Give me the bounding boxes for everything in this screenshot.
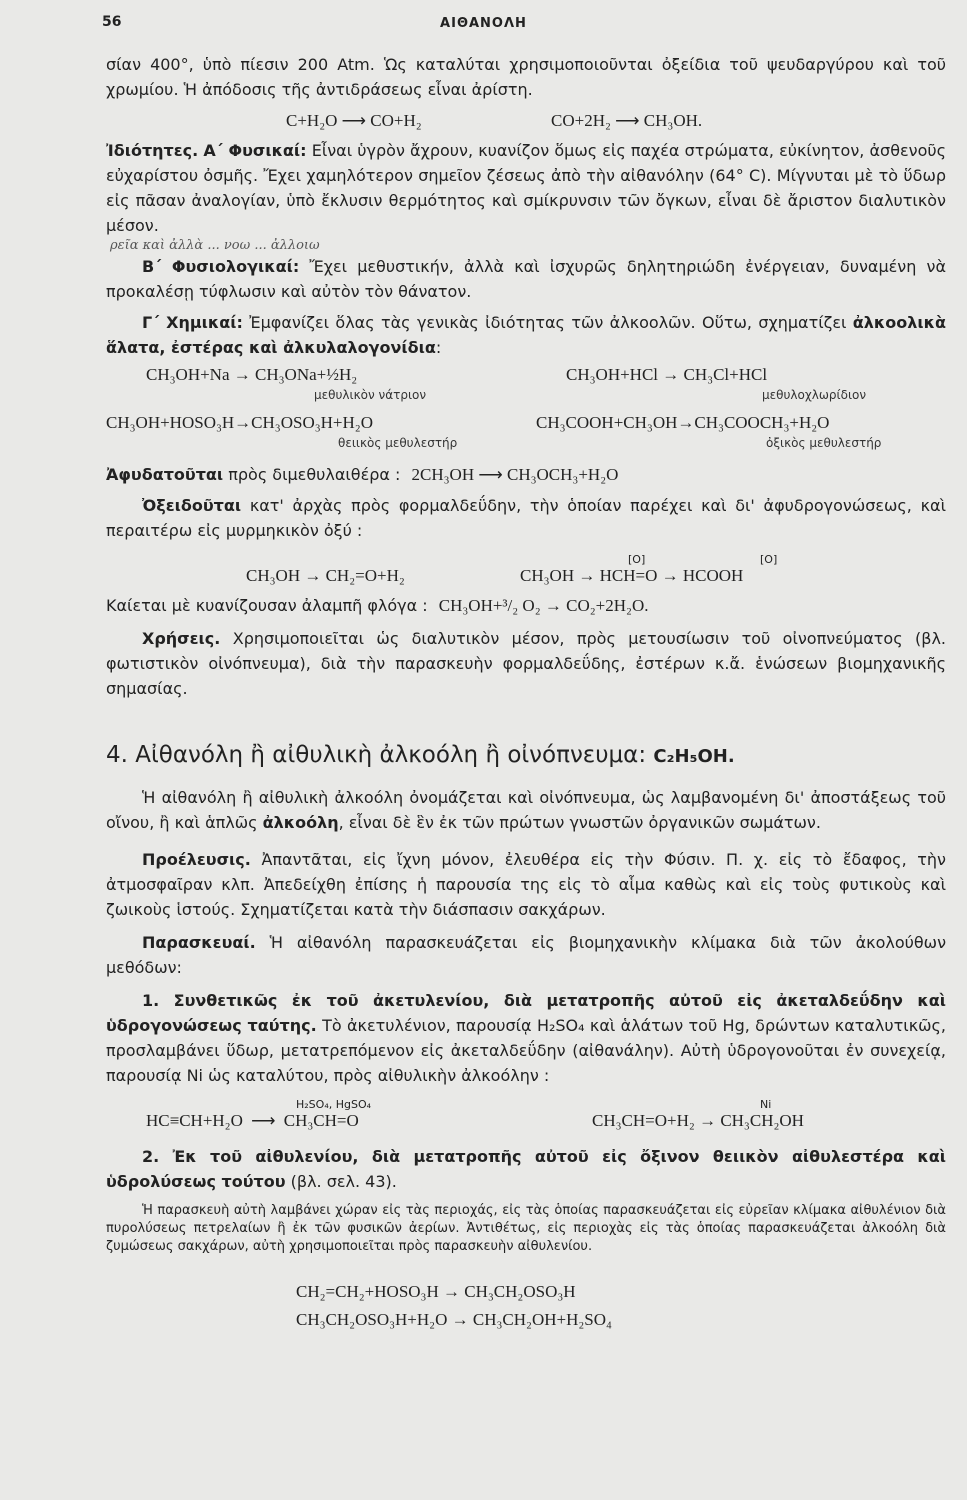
oxidant-label-2: [O] [760,553,778,566]
method-1-text: Τὸ ἀκετυλένιον, παρουσίᾳ H₂SO₄ καὶ ἁλάτων τοῦ Hg, δρώντων καταλυτικῶς, προσλαμβάνει ὕδωρ, μετατρεπόμενον εἰς ἀκεταλδεΰδην (αἰθανάλην). Αὐτὴ ὑδρογονοῦται ἐν συνεχείᾳ, παρουσίᾳ Ni ὡς καταλύτου, πρὸς αἰθυλικὴν ἀλκοόλην : [106,1016,947,1085]
method-1-equations [106,1092,946,1138]
physiological-text: Ἔχει μεθυστικήν, ἀλλὰ καὶ ἰσχυρῶς δηλητηριώδη ἐνέργειαν, δυναμένη νὰ προκαλέσῃ τύφλωσιν καὶ αὐτὸν τὸν θάνατον. [106,257,946,301]
uses-label: Χρήσεις. [142,629,221,648]
page-body [106,52,946,1334]
paragraph-oxidation [106,493,946,543]
caption-sodium-methoxide: μεθυλικὸν νάτριον [314,388,427,402]
method-2-title: 2. Ἐκ τοῦ αἰθυλενίου, διὰ μετατροπῆς αὐτοῦ εἰς ὄξινον θειικὸν αἰθυλεστέρα καὶ ὑδρολύσεως τούτου [106,1147,946,1191]
paragraph-chemical [106,310,946,360]
equation-row-synthesis [106,108,946,136]
paragraph-method-1 [106,988,946,1088]
paragraph-origin [106,847,946,922]
oxidation-equations [106,545,946,589]
oxidation-eq-dehydrogenation: CH₃OH → CH₂=O+H₂ [246,566,405,585]
preparations-label: Παρασκευαί. [142,933,256,952]
uses-text: Χρησιμοποιεῖται ὡς διαλυτικὸν μέσον, πρὸς μετουσίωσιν τοῦ οἰνοπνεύματος (βλ. φωτιστικὸν οἰνόπνευμα), διὰ τὴν παρασκευὴν φορμαλδεΰδης, ἐστέρων κ.ἄ. ἑνώσεων βιομηχανικῆς σημασίας. [106,629,947,698]
equation-water-gas: C+H₂O ⟶ CO+H₂ [286,111,422,130]
intro-text-a: Ἡ αἰθανόλη ἢ αἰθυλικὴ ἀλκοόλη ὀνομάζεται καὶ οἰνόπνευμα, ὡς λαμβανομένη δι' ἀποστάξεως τοῦ οἴνου, ἢ καὶ ἁπλῶς [106,788,946,832]
oxidation-text: κατ' ἀρχὰς πρὸς φορμαλδεΰδην, τὴν ὁποίαν παρέχει καὶ δι' ἀφυδρογονώσεως, καὶ περαιτέρω εἰς μυρμηκικὸν ὀξύ : [106,496,946,540]
equation-sulfation: CH₂=CH₂+HOSO₃H → CH₃CH₂OSO₃H [296,1282,576,1301]
intro-bold-alcohol: ἀλκοόλη [262,813,339,832]
paragraph-physiological [106,254,946,304]
section-4-formula: C₂H₅OH. [653,746,735,767]
paragraph-ethanol-intro [106,785,946,835]
page-header [0,14,967,36]
method-2-reference: (βλ. σελ. 43). [290,1172,397,1191]
origin-text: Ἀπαντᾶται, εἰς ἴχνη μόνον, ἐλευθέρα εἰς τὴν Φύσιν. Π. χ. εἰς τὸ ἔδαφος, τὴν ἀτμοσφαῖραν κλπ. Ἀπεδείχθη ἐπίσης ἡ παρουσία της εἰς τὸ αἷμα καθὼς καὶ εἰς τοὺς φυτικοὺς καὶ ζωικοὺς ἱστούς. Σχηματίζεται κατὰ τὴν διάσπασιν σακχάρων. [106,850,946,919]
page-number: 56 [102,14,122,30]
catalyst-nickel: Ni [760,1098,772,1111]
reaction-row-1 [106,362,946,410]
chemical-bold-terms: ἀλκοολικὰ ἅλατα, ἐστέρας καὶ ἀλκυλαλογονίδια [106,313,946,357]
section-4-title: 4. Αἰθανόλη ἢ αἰθυλικὴ ἀλκοόλη ἢ οἰνόπνευμα: [106,742,647,768]
method-1-title: 1. Συνθετικῶς ἐκ τοῦ ἀκετυλενίου, διὰ μετατροπῆς αὐτοῦ εἰς ἀκεταλδεΰδην καὶ ὑδρογονώσεως ταύτης. [106,991,946,1035]
caption-methyl-sulfate: θειικὸς μεθυλεστήρ [338,436,458,450]
equation-hydrogenation: CH₃CH=O+H₂ → CH₃CH₂OH [592,1111,804,1130]
paragraph-combustion [106,593,946,618]
intro-text-b: , εἶναι δὲ ἓν ἐκ τῶν πρώτων γνωστῶν ὀργανικῶν σωμάτων. [338,813,821,832]
dehydration-equation: 2CH₃OH ⟶ CH₃OCH₃+H₂O [411,465,619,484]
handwritten-annotation: ρεῖα καὶ ἀλλὰ ... νοω ... ἀλλοιω [110,238,320,253]
properties-label: Ἰδιότητες. [106,141,199,160]
reaction-sulfuric: CH₃OH+HOSO₃H→CH₃OSO₃H+H₂O [106,413,373,432]
final-equations [296,1278,946,1334]
caption-methyl-chloride: μεθυλοχλωρίδιον [762,388,867,402]
equation-methanol-synthesis: CO+2H₂ ⟶ CH₃OH. [551,111,703,130]
reaction-row-2 [106,410,946,458]
physical-label: Α΄ Φυσικαί: [203,141,307,160]
preparations-text: Ἡ αἰθανόλη παρασκευάζεται εἰς βιομηχανικὴν κλίμακα διὰ τῶν ἀκολούθων μεθόδων: [106,933,947,977]
combustion-text: Καίεται μὲ κυανίζουσαν ἀλαμπῆ φλόγα : [106,596,428,615]
combustion-equation: CH₃OH+³/₂ O₂ → CO₂+2H₂O. [438,596,649,615]
reaction-sodium: CH₃OH+Na → CH₃ONa+½H₂ [146,365,358,384]
catalyst-mercury: H₂SO₄, HgSO₄ [296,1098,372,1111]
paragraph-physical-properties [106,138,946,238]
dehydration-label: Ἀφυδατοῦται [106,465,224,484]
running-title: ΑΙΘΑΝΟΛΗ [440,16,527,31]
physiological-label: Β΄ Φυσιολογικαί: [142,257,300,276]
section-4-heading [106,739,946,773]
dehydration-text: πρὸς διμεθυλαιθέρα : [228,465,401,484]
reaction-acetic: CH₃COOH+CH₃OH→CH₃COOCH₃+H₂O [536,413,830,432]
reaction-hcl: CH₃OH+HCl → CH₃Cl+HCl [566,365,768,384]
paragraph-uses [106,626,946,701]
oxidation-eq-formic: CH₃OH → HCH=O → HCOOH [520,566,744,585]
origin-label: Προέλευσις. [142,850,251,869]
paragraph-dehydration [106,462,946,487]
footnote-ethylene: Ἡ παρασκευὴ αὐτὴ λαμβάνει χώραν εἰς τὰς περιοχάς, εἰς τὰς ὁποίας παρασκευάζεται εἰς εὐρεῖαν κλίμακα αἰθυλένιον διὰ πυρολύσεως πετρελαίων ἢ ἐκ τῶν φυσικῶν ἀερίων. Ἀντιθέτως, εἰς περιοχὰς εἰς τὰς ὁποίας παρασκευάζεται ἀλκοόλη διὰ ζυμώσεως σακχάρων, αὐτὴ χρησιμοποιεῖται πρὸς παρασκευὴν αἰθυλενίου. [106,1203,946,1254]
paragraph-catalysts: σίαν 400°, ὑπὸ πίεσιν 200 Atm. Ὡς καταλύται χρησιμοποιοῦνται ὀξείδια τοῦ ψευδαργύρου καὶ τοῦ χρωμίου. Ἡ ἀπόδοσις τῆς ἀντιδράσεως εἶναι ἀρίστη. [106,55,946,99]
chemical-text-b: : [435,338,442,357]
oxidation-label: Ὀξειδοῦται [142,496,242,515]
equation-hydrolysis: CH₃CH₂OSO₃H+H₂O → CH₃CH₂OH+H₂SO₄ [296,1310,612,1329]
paragraph-method-2 [106,1144,946,1194]
oxidant-label-1: [O] [628,553,646,566]
paragraph-preparations [106,930,946,980]
chemical-text-a: Ἐμφανίζει ὅλας τὰς γενικὰς ἰδιότητας τῶν ἀλκοολῶν. Οὕτω, σχηματίζει [249,313,847,332]
chemical-label: Γ΄ Χημικαί: [142,313,243,332]
equation-hydration: HC≡CH+H₂O ⟶ CH₃CH=O [146,1111,359,1130]
physical-text: Εἶναι ὑγρὸν ἄχρουν, κυανίζον ὅμως εἰς παχέα στρώματα, εὐκίνητον, ἀσθενοῦς εὐχαρίστου ὀσμῆς. Ἔχει χαμηλότερον σημεῖον ζέσεως ἀπὸ τὴν αἰθανόλην (64° C). Μίγνυται μὲ τὸ ὕδωρ εἰς πᾶσαν ἀναλογίαν, ὑπὸ ἔκλυσιν θερμότητος καὶ σμίκρυνσιν τῶν ὄγκων, εἶναι δὲ ἄριστον διαλυτικὸν μέσον. [106,141,947,235]
caption-methyl-acetate: ὀξικὸς μεθυλεστήρ [766,436,882,450]
